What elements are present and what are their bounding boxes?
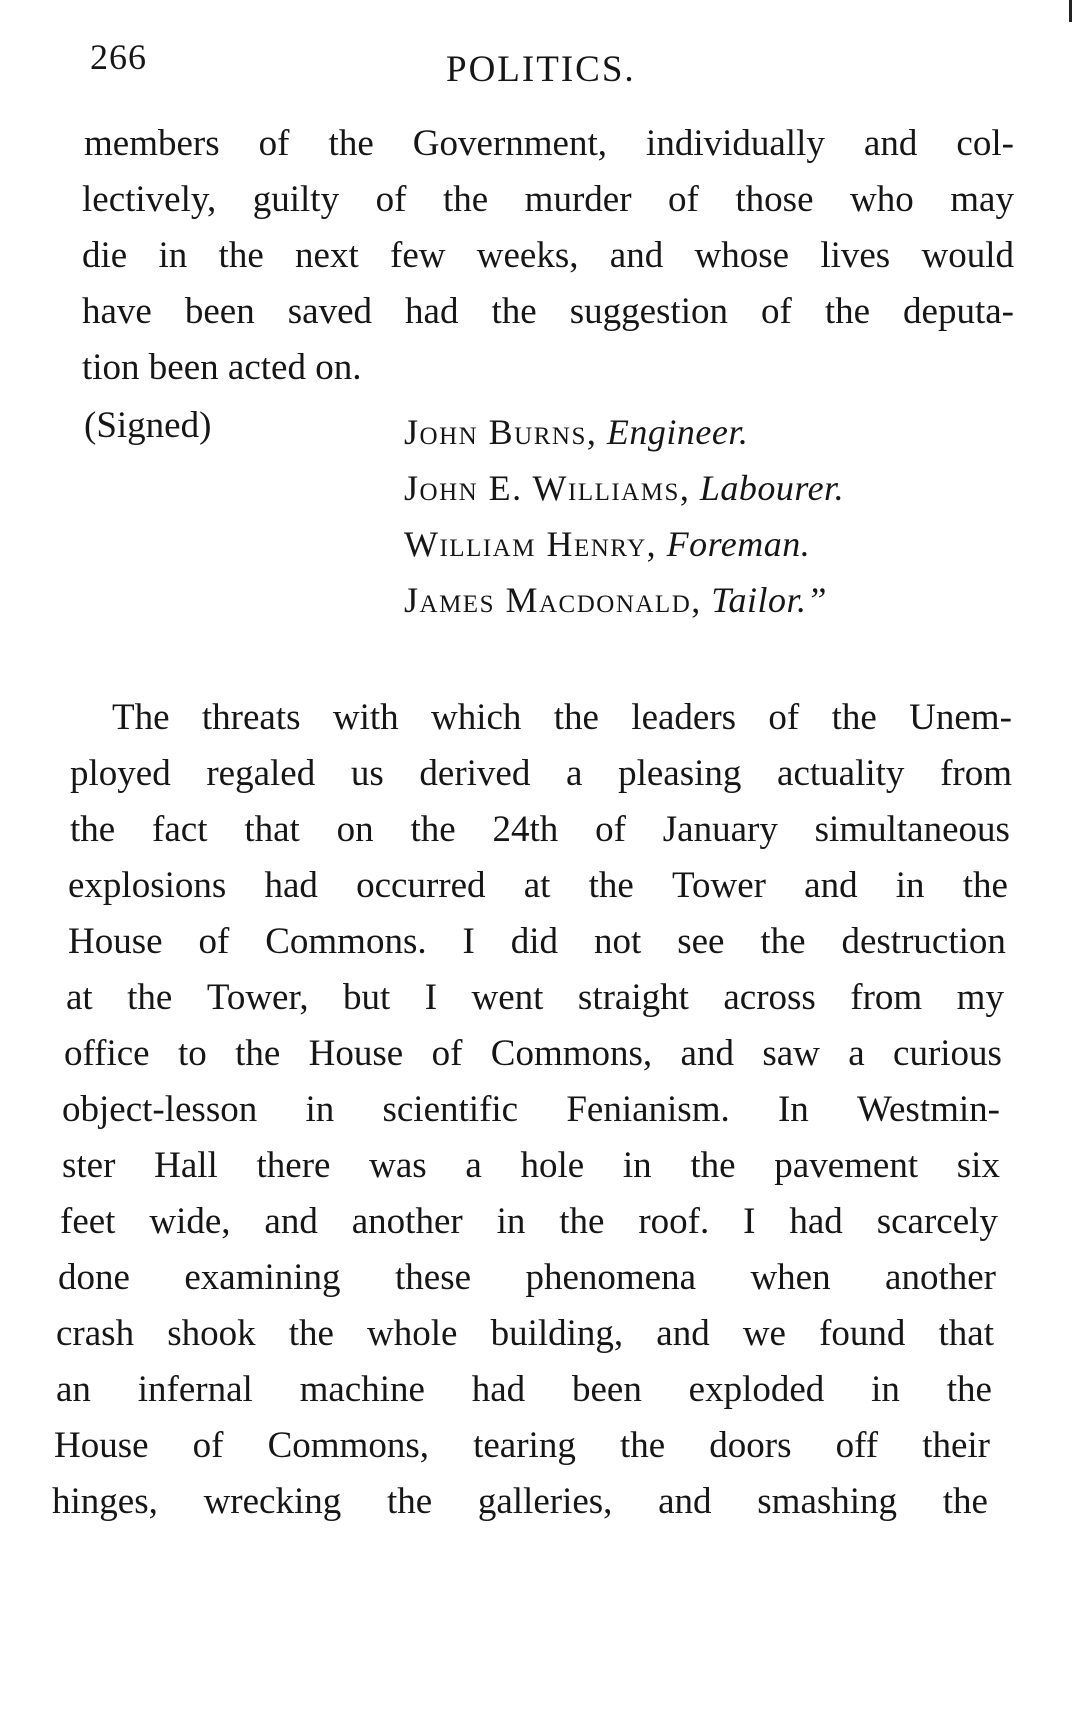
text-line: ployed regaled us derived a pleasing actuality from — [70, 753, 1012, 794]
signatory-occupation: Labourer. — [699, 468, 845, 508]
text-line: an infernal machine had been exploded in the — [56, 1369, 992, 1410]
text-line: members of the Government, individually and col- — [84, 123, 1014, 164]
signatory-name: John E. Williams, — [404, 468, 691, 508]
text-line: explosions had occurred at the Tower and in the — [68, 865, 1008, 906]
text-line: office to the House of Commons, and saw a curious — [64, 1033, 1002, 1074]
text-line: crash shook the whole building, and we found that — [56, 1313, 994, 1354]
text-line: die in the next few weeks, and whose lives would — [82, 235, 1014, 276]
signatory-name: James Macdonald, — [404, 580, 702, 620]
text-line: have been saved had the suggestion of the deputa- — [82, 291, 1014, 332]
text-line: feet wide, and another in the roof. I had scarcely — [60, 1201, 998, 1242]
page-number: 266 — [90, 37, 147, 77]
signatory-occupation: Tailor.” — [711, 580, 828, 620]
signatory-line — [404, 466, 844, 510]
signatory-line — [404, 410, 748, 454]
text-line: The threats with which the leaders of the Unem- — [112, 697, 1012, 738]
text-line: done examining these phenomena when another — [58, 1257, 996, 1298]
text-line: tion been acted on. — [82, 347, 362, 388]
text-line: lectively, guilty of the murder of those who may — [82, 179, 1014, 220]
text-line: at the Tower, but I went straight across from my — [66, 977, 1004, 1018]
signed-label: (Signed) — [84, 405, 212, 446]
signatory-occupation: Foreman. — [666, 524, 811, 564]
text-line: ster Hall there was a hole in the pavement six — [62, 1145, 1000, 1186]
signatory-line — [404, 578, 827, 622]
signatory-name: John Burns, — [404, 412, 598, 452]
text-line: House of Commons. I did not see the destruction — [68, 921, 1006, 962]
text-line: object-lesson in scientific Fenianism. In Westmin- — [62, 1089, 1000, 1130]
text-line: hinges, wrecking the galleries, and smashing the — [52, 1481, 988, 1522]
signatory-name: William Henry, — [404, 524, 658, 564]
signatory-line — [404, 522, 810, 566]
signatory-occupation: Engineer. — [606, 412, 749, 452]
text-line: House of Commons, tearing the doors off their — [54, 1425, 990, 1466]
running-title: POLITICS. — [446, 49, 636, 90]
text-line: the fact that on the 24th of January simultaneous — [70, 809, 1010, 850]
